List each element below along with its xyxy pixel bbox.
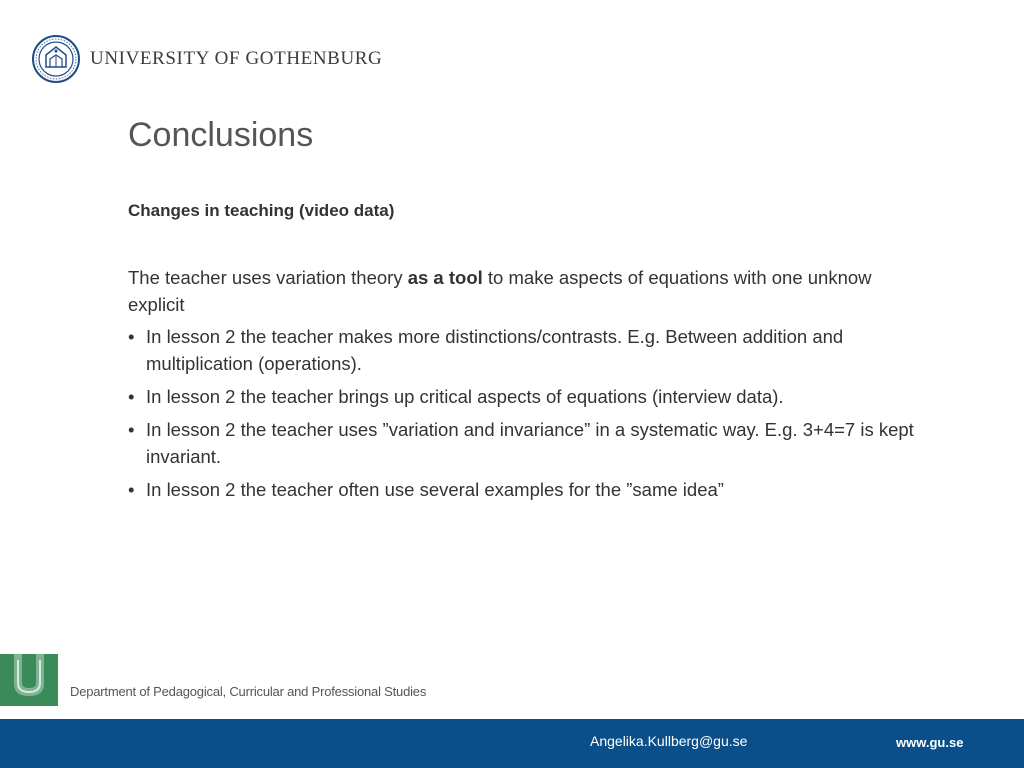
bullet-text: In lesson 2 the teacher makes more distinctions/contrasts. E.g. Between addition and multiplication (operations).: [146, 326, 844, 374]
slide-subtitle: Changes in teaching (video data): [128, 201, 395, 220]
department-logo-icon: [0, 654, 58, 706]
intro-text-end: to make aspects of equations with one unknow explicit: [128, 267, 872, 315]
footer-email-link[interactable]: Angelika.Kullberg@gu.se: [590, 733, 748, 749]
bullet-list: [128, 323, 940, 509]
footer-bar: [0, 719, 1024, 768]
bullet-glyph: •: [128, 386, 135, 407]
intro-emphasis: as a tool: [407, 267, 483, 288]
bullet-item: [128, 383, 940, 410]
slide-title: Conclusions: [128, 116, 314, 154]
university-name: UNIVERSITY OF GOTHENBURG: [90, 48, 383, 69]
university-seal-icon: [32, 35, 80, 83]
bullet-item: [128, 476, 940, 503]
bullet-text: In lesson 2 the teacher brings up critical aspects of equations (interview data).: [146, 386, 784, 407]
bullet-text: In lesson 2 the teacher uses ”variation and invariance” in a systematic way. E.g. 3+4=7 is kept invariant.: [146, 419, 914, 467]
footer-website-link[interactable]: www.gu.se: [896, 735, 964, 750]
bullet-glyph: •: [128, 326, 135, 347]
department-name: Department of Pedagogical, Curricular and Professional Studies: [70, 684, 427, 699]
bullet-glyph: •: [128, 419, 135, 440]
bullet-item: [128, 416, 940, 470]
bullet-item: [128, 323, 940, 377]
intro-paragraph: [128, 264, 928, 318]
bullet-text: In lesson 2 the teacher often use several examples for the ”same idea”: [146, 479, 724, 500]
intro-text-start: The teacher uses variation theory: [128, 267, 408, 288]
university-header: [32, 34, 382, 84]
bullet-glyph: •: [128, 479, 135, 500]
